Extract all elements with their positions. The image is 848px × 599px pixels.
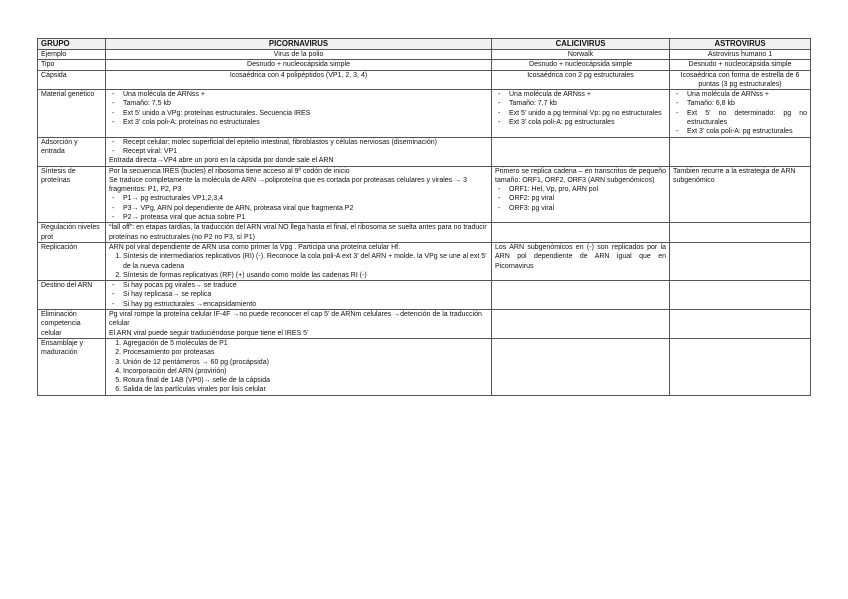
- list-item: - Una molécula de ARNss +: [509, 90, 666, 99]
- list-item: - Tamaño: 7,5 kb: [123, 99, 488, 108]
- cell-replicacion-calici: Los ARN subgenómicos en (-) son replicados por la ARN pol dependiente de ARN igual que en Picornavirus: [492, 242, 670, 280]
- row-eliminacion: [38, 310, 811, 339]
- cell-ensamblaje-astro: [670, 338, 811, 395]
- list-item: 2. Síntesis de formas replicativas (RF) (+) usando como molde las cadenas RI (-): [123, 271, 488, 280]
- label-tipo: Tipo: [38, 60, 106, 70]
- cell-eliminacion-astro: [670, 310, 811, 339]
- label-capsida: Cápsida: [38, 70, 106, 90]
- row-regulacion: [38, 223, 811, 243]
- cell-adsorcion-picorna: [106, 137, 492, 166]
- cell-capsida-picorna: Icosaédrica con 4 polipéptidos (VP1, 2, 3, 4): [106, 70, 492, 90]
- sintesis-text: Se traduce completamente la molécula de ARN →poliproteína que es cortada por proteasas celulares y virales → 3 fragmentos: P1, P2, P3: [109, 176, 467, 194]
- row-destino: [38, 281, 811, 310]
- list-item: - P1→ pg estructurales VP1,2,3,4: [123, 194, 488, 203]
- list-item: 5. Rotura final de 1AB (VP0)→ selle de la cápsida: [123, 376, 488, 385]
- list-item: - Ext 5’ unido a VPg: proteínas estructurales. Secuencia IRES: [123, 109, 488, 118]
- row-ejemplo: [38, 50, 811, 60]
- list-item: - ORF1: Hel, Vp, pro, ARN pol: [509, 185, 666, 194]
- row-tipo: [38, 60, 811, 70]
- cell-adsorcion-astro: [670, 137, 811, 166]
- list-item: - Si hay replicasa→ se replica: [123, 290, 488, 299]
- cell-adsorcion-calici: [492, 137, 670, 166]
- cell-capsida-astro: Icosaédrica con forma de estrella de 6 puntas (3 pg estructurales): [670, 70, 811, 90]
- list-item: - Ext 5’ unido a pg terminal Vp: pg no estructurales: [509, 109, 666, 118]
- cell-destino-astro: [670, 281, 811, 310]
- cell-tipo-picorna: Desnudo + nucleocápsida simple: [106, 60, 492, 70]
- list-item: 6. Salida de las partículas virales por lisis celular: [123, 385, 488, 394]
- list-item: - Una molécula de ARNss +: [687, 90, 807, 99]
- cell-eliminacion-picorna: [106, 310, 492, 339]
- list-item: - Recept celular: molec superficial del epitelio intestinal, fibroblastos y células nerviosas (diseminación): [123, 138, 488, 147]
- cell-capsida-calici: Icosaédrica con 2 pg estructurales: [492, 70, 670, 90]
- label-replicacion: Replicación: [38, 242, 106, 280]
- cell-sintesis-calici: [492, 166, 670, 223]
- header-calicivirus: CALICIVIRUS: [492, 39, 670, 50]
- list-item: - Ext 5’ no determinado: pg no estructurales: [687, 109, 807, 128]
- sintesis-intro-text: Por la secuencia IRES (bucles) el ribosoma tiene acceso al 9º codón de inicio: [109, 167, 350, 175]
- cell-eliminacion-calici: [492, 310, 670, 339]
- label-material: Material genético: [38, 90, 106, 137]
- list-item: - Tamaño: 7,7 kb: [509, 99, 666, 108]
- label-ejemplo: Ejemplo: [38, 50, 106, 60]
- cell-ensamblaje-picorna: [106, 338, 492, 395]
- eliminacion-text: Pg viral rompe la proteína celular IF-4F →no puede reconocer el cap 5’ de ARNm celulares →detención de la traducción celular: [109, 311, 482, 328]
- row-replicacion: [38, 242, 811, 280]
- label-destino: Destino del ARN: [38, 281, 106, 310]
- label-sintesis: Síntesis de proteínas: [38, 166, 106, 223]
- list-item: - Si hay pocas pg virales→ se traduce: [123, 281, 488, 290]
- cell-destino-calici: [492, 281, 670, 310]
- label-regulacion: Regulación niveles prot: [38, 223, 106, 243]
- header-row: [38, 39, 811, 50]
- list-item: 3. Unión de 12 pentámeros → 60 pg (procápsida): [123, 358, 488, 367]
- cell-ejemplo-calici: Norwalk: [492, 50, 670, 60]
- cell-replicacion-astro: [670, 242, 811, 280]
- label-adsorcion: Adsorción y entrada: [38, 137, 106, 166]
- replicacion-text: ARN pol viral dependiente de ARN usa como primer la Vpg . Participa una proteína celular Hf.: [109, 243, 401, 251]
- adsorcion-entrada-text: Entrada directa→VP4 abre un poro en la cápsida por donde sale el ARN: [109, 157, 334, 165]
- sintesis-calici-text: Primero se replica cadena – en transcritos de pequeño tamaño: ORF1, ORF2, ORF3 (ARN subgenómicos): [495, 167, 666, 184]
- header-grupo: GRUPO: [38, 39, 106, 50]
- header-picornavirus: PICORNAVIRUS: [106, 39, 492, 50]
- row-material: [38, 90, 811, 137]
- list-item: - Recept viral: VP1: [123, 147, 488, 156]
- list-item: - Si hay pg estructurales →encapsidamiento: [123, 300, 488, 309]
- cell-material-picorna: [106, 90, 492, 137]
- cell-sintesis-astro: Tambien recurre a la estrategia de ARN subgenómico: [670, 166, 811, 223]
- list-item: - Ext 3’ cola poli-A: proteínas no estructurales: [123, 118, 488, 127]
- cell-material-astro: [670, 90, 811, 137]
- cell-ensamblaje-calici: [492, 338, 670, 395]
- list-item: 1. Agregación de 5 moléculas de P1: [123, 339, 488, 348]
- cell-regulacion-calici: [492, 223, 670, 243]
- list-item: 1. Síntesis de intermediarios replicativos (RI) (-). Reconoce la cola poli-A ext 3’ del ARN + molde. la VPg se une al ext 5’ de la nueva cadena: [123, 252, 488, 271]
- row-capsida: [38, 70, 811, 90]
- cell-sintesis-picorna: [106, 166, 492, 223]
- list-item: - Una molécula de ARNss +: [123, 90, 488, 99]
- list-item: - Ext 3’ cola poli-A: pg estructurales: [509, 118, 666, 127]
- cell-material-calici: [492, 90, 670, 137]
- cell-tipo-calici: Desnudo + nucleocápsida simple: [492, 60, 670, 70]
- label-eliminacion: Eliminación competencia celular: [38, 310, 106, 339]
- cell-regulacion-astro: [670, 223, 811, 243]
- label-ensamblaje: Ensamblaje y maduración: [38, 338, 106, 395]
- virus-comparison-table: [37, 38, 811, 396]
- list-item: - ORF3: pg viral: [509, 204, 666, 213]
- list-item: - ORF2: pg viral: [509, 194, 666, 203]
- list-item: - Tamaño: 6,8 kb: [687, 99, 807, 108]
- header-astrovirus: ASTROVIRUS: [670, 39, 811, 50]
- cell-ejemplo-picorna: Virus de la polio: [106, 50, 492, 60]
- list-item: 2. Procesamiento por proteasas: [123, 348, 488, 357]
- eliminacion-tail-text: El ARN viral puede seguir traduciéndose porque tiene el IRES 5’: [109, 329, 309, 337]
- cell-regulacion-picorna: “fall off”: en etapas tardías, la traducción del ARN viral NO llega hasta el final, el ribosoma se suelta antes para no traducir proteínas no estructurales (no P2 no P3, sí P1): [106, 223, 492, 243]
- row-ensamblaje: [38, 338, 811, 395]
- row-adsorcion: [38, 137, 811, 166]
- list-item: - P3→ VPg, ARN pol dependiente de ARN, proteasa viral que fragmenta P2: [123, 204, 488, 213]
- list-item: 4. Incorporación del ARN (provirión): [123, 367, 488, 376]
- list-item: - P2→ proteasa viral que actua sobre P1: [123, 213, 488, 222]
- cell-tipo-astro: Desnudo + nucleocápsida simple: [670, 60, 811, 70]
- cell-replicacion-picorna: [106, 242, 492, 280]
- cell-ejemplo-astro: Astrovirus humano 1: [670, 50, 811, 60]
- list-item: - Ext 3’ cola poli-A: pg estructurales: [687, 127, 807, 136]
- cell-destino-picorna: [106, 281, 492, 310]
- row-sintesis: [38, 166, 811, 223]
